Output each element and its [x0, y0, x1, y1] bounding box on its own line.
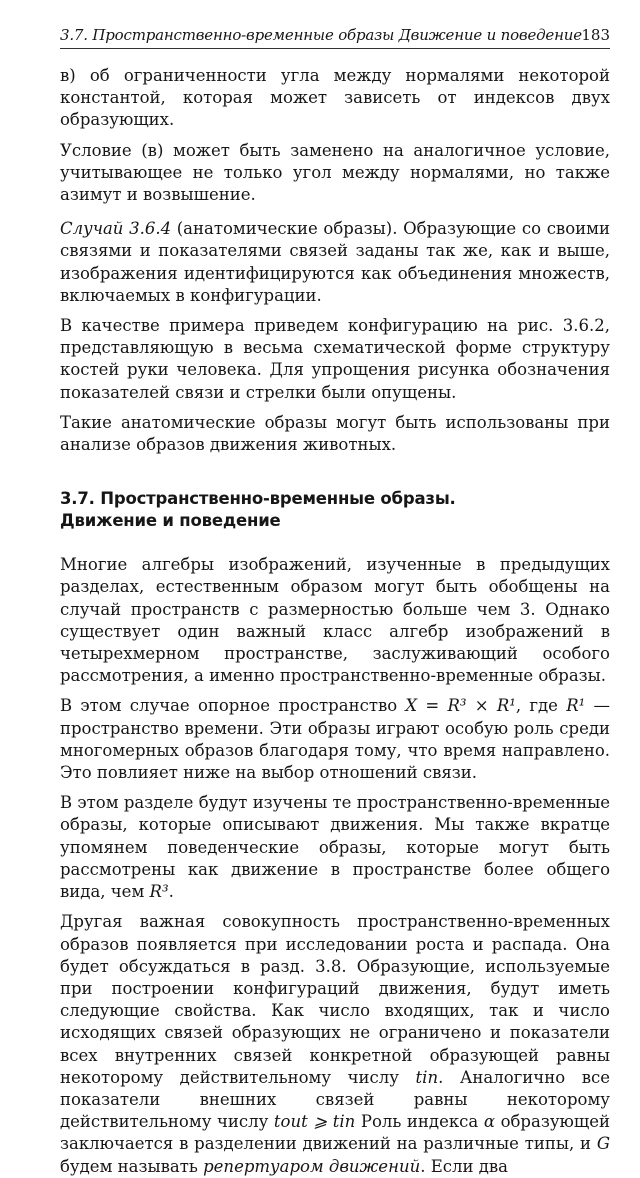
paragraph-motion — [60, 792, 610, 903]
paragraph-condition-replace-text: Условие (в) может быть заменено на аналогичное условие, учитывающее не только угол между нормалями, но также азимут и возвышение. — [60, 140, 610, 205]
running-head — [60, 24, 610, 49]
growth-text-mid: . Аналогично все показатели внешних связей равны некоторому действительному числу — [60, 1067, 610, 1132]
symbol-g: G — [596, 1134, 610, 1154]
formula-r1: R¹ — [566, 696, 586, 716]
case-label: Случай 3.6.4 — [60, 219, 172, 239]
book-page — [60, 24, 610, 1178]
case-text: (анатомические образы). Образующие со своими связями и показателями связей заданы так же, как и выше, изображения идентифицируются как объединения множеств, включаемых в конфигурации. — [60, 219, 610, 305]
formula-r3: R³ — [149, 882, 169, 902]
formula-tin: tin — [415, 1067, 439, 1087]
growth-text-start: Другая важная совокупность пространственно-временных образов появляется при исследовании роста и распада. Она будет обсуждаться в разд. 3.8. Образующие, используемые при построении конфигураций движения, будут иметь следующие свойства. Как число входящих, так и число исходящих связей образующих не ограничено и показатели всех внутренних связей конкретной образующей равны некоторому действительному числу — [60, 912, 610, 1087]
paragraph-case-3-6-4 — [60, 218, 610, 307]
paragraph-condition-c: в) об ограниченности угла между нормалями некоторой константой, которая может зависеть от индексов двух образующих. — [60, 66, 610, 130]
paragraph-growth — [60, 911, 610, 1177]
paragraph-anatomical: Такие анатомические образы могут быть использованы при анализе образов движения животных. — [60, 412, 610, 455]
paragraph-support-space — [60, 695, 610, 784]
page-number: 183 — [581, 26, 610, 44]
symbol-alpha: α — [483, 1112, 495, 1132]
body-text — [60, 65, 610, 1178]
motion-text-start: В этом разделе будут изучены те пространственно-временные образы, которые описывают движения. Мы также вкратце упомянем поведенческие образы, которые могут быть рассмотрены как движение в пространстве более общего вида, чем — [60, 793, 610, 902]
section-heading-line2: Движение и поведение — [60, 511, 281, 531]
running-head-title: 3.7. Пространственно-временные образы Движение и поведение — [60, 26, 582, 44]
section-heading — [60, 488, 610, 532]
growth-text-mid3: образующей заключается в разделении движений на различные типы, и — [60, 1112, 611, 1154]
growth-text-end: . Если два — [420, 1156, 508, 1176]
term-repertoire: репертуаром движений — [203, 1156, 421, 1176]
paragraph-algebras: Многие алгебры изображений, изученные в предыдущих разделах, естественным образом могут быть обобщены на случай пространств с размерностью больше чем 3. Однако существует один важный класс алгебр изображений в четырехмерном пространстве, заслуживающий особого рассмотрения, а именно пространственно-временные образы. — [60, 555, 610, 686]
support-space-text-end: — пространство времени. Эти образы играют особую роль среди многомерных образов благодаря тому, что время направлено. Это повлияет ниже на выбор отношений связи. — [60, 696, 610, 783]
paragraph-example: В качестве примера приведем конфигурацию на рис. 3.6.2, представляющую в весьма схематической форме структуру костей руки человека. Для упрощения рисунка обозначения показателей связи и стрелки были опущены. — [60, 316, 610, 402]
formula-support-space: X = R³ × R¹ — [405, 696, 516, 716]
formula-tout-ge-tin: tout ⩾ tin — [273, 1112, 356, 1132]
support-space-text-mid: , где — [515, 696, 567, 716]
growth-text-mid2: Роль индекса — [355, 1112, 484, 1132]
section-heading-line1: 3.7. Пространственно-временные образы. — [60, 489, 456, 509]
growth-text-mid4: будем называть — [60, 1156, 204, 1176]
paragraph-condition-replace — [60, 140, 610, 207]
support-space-text-start: В этом случае опорное пространство — [60, 696, 406, 716]
motion-text-end: . — [168, 882, 174, 902]
